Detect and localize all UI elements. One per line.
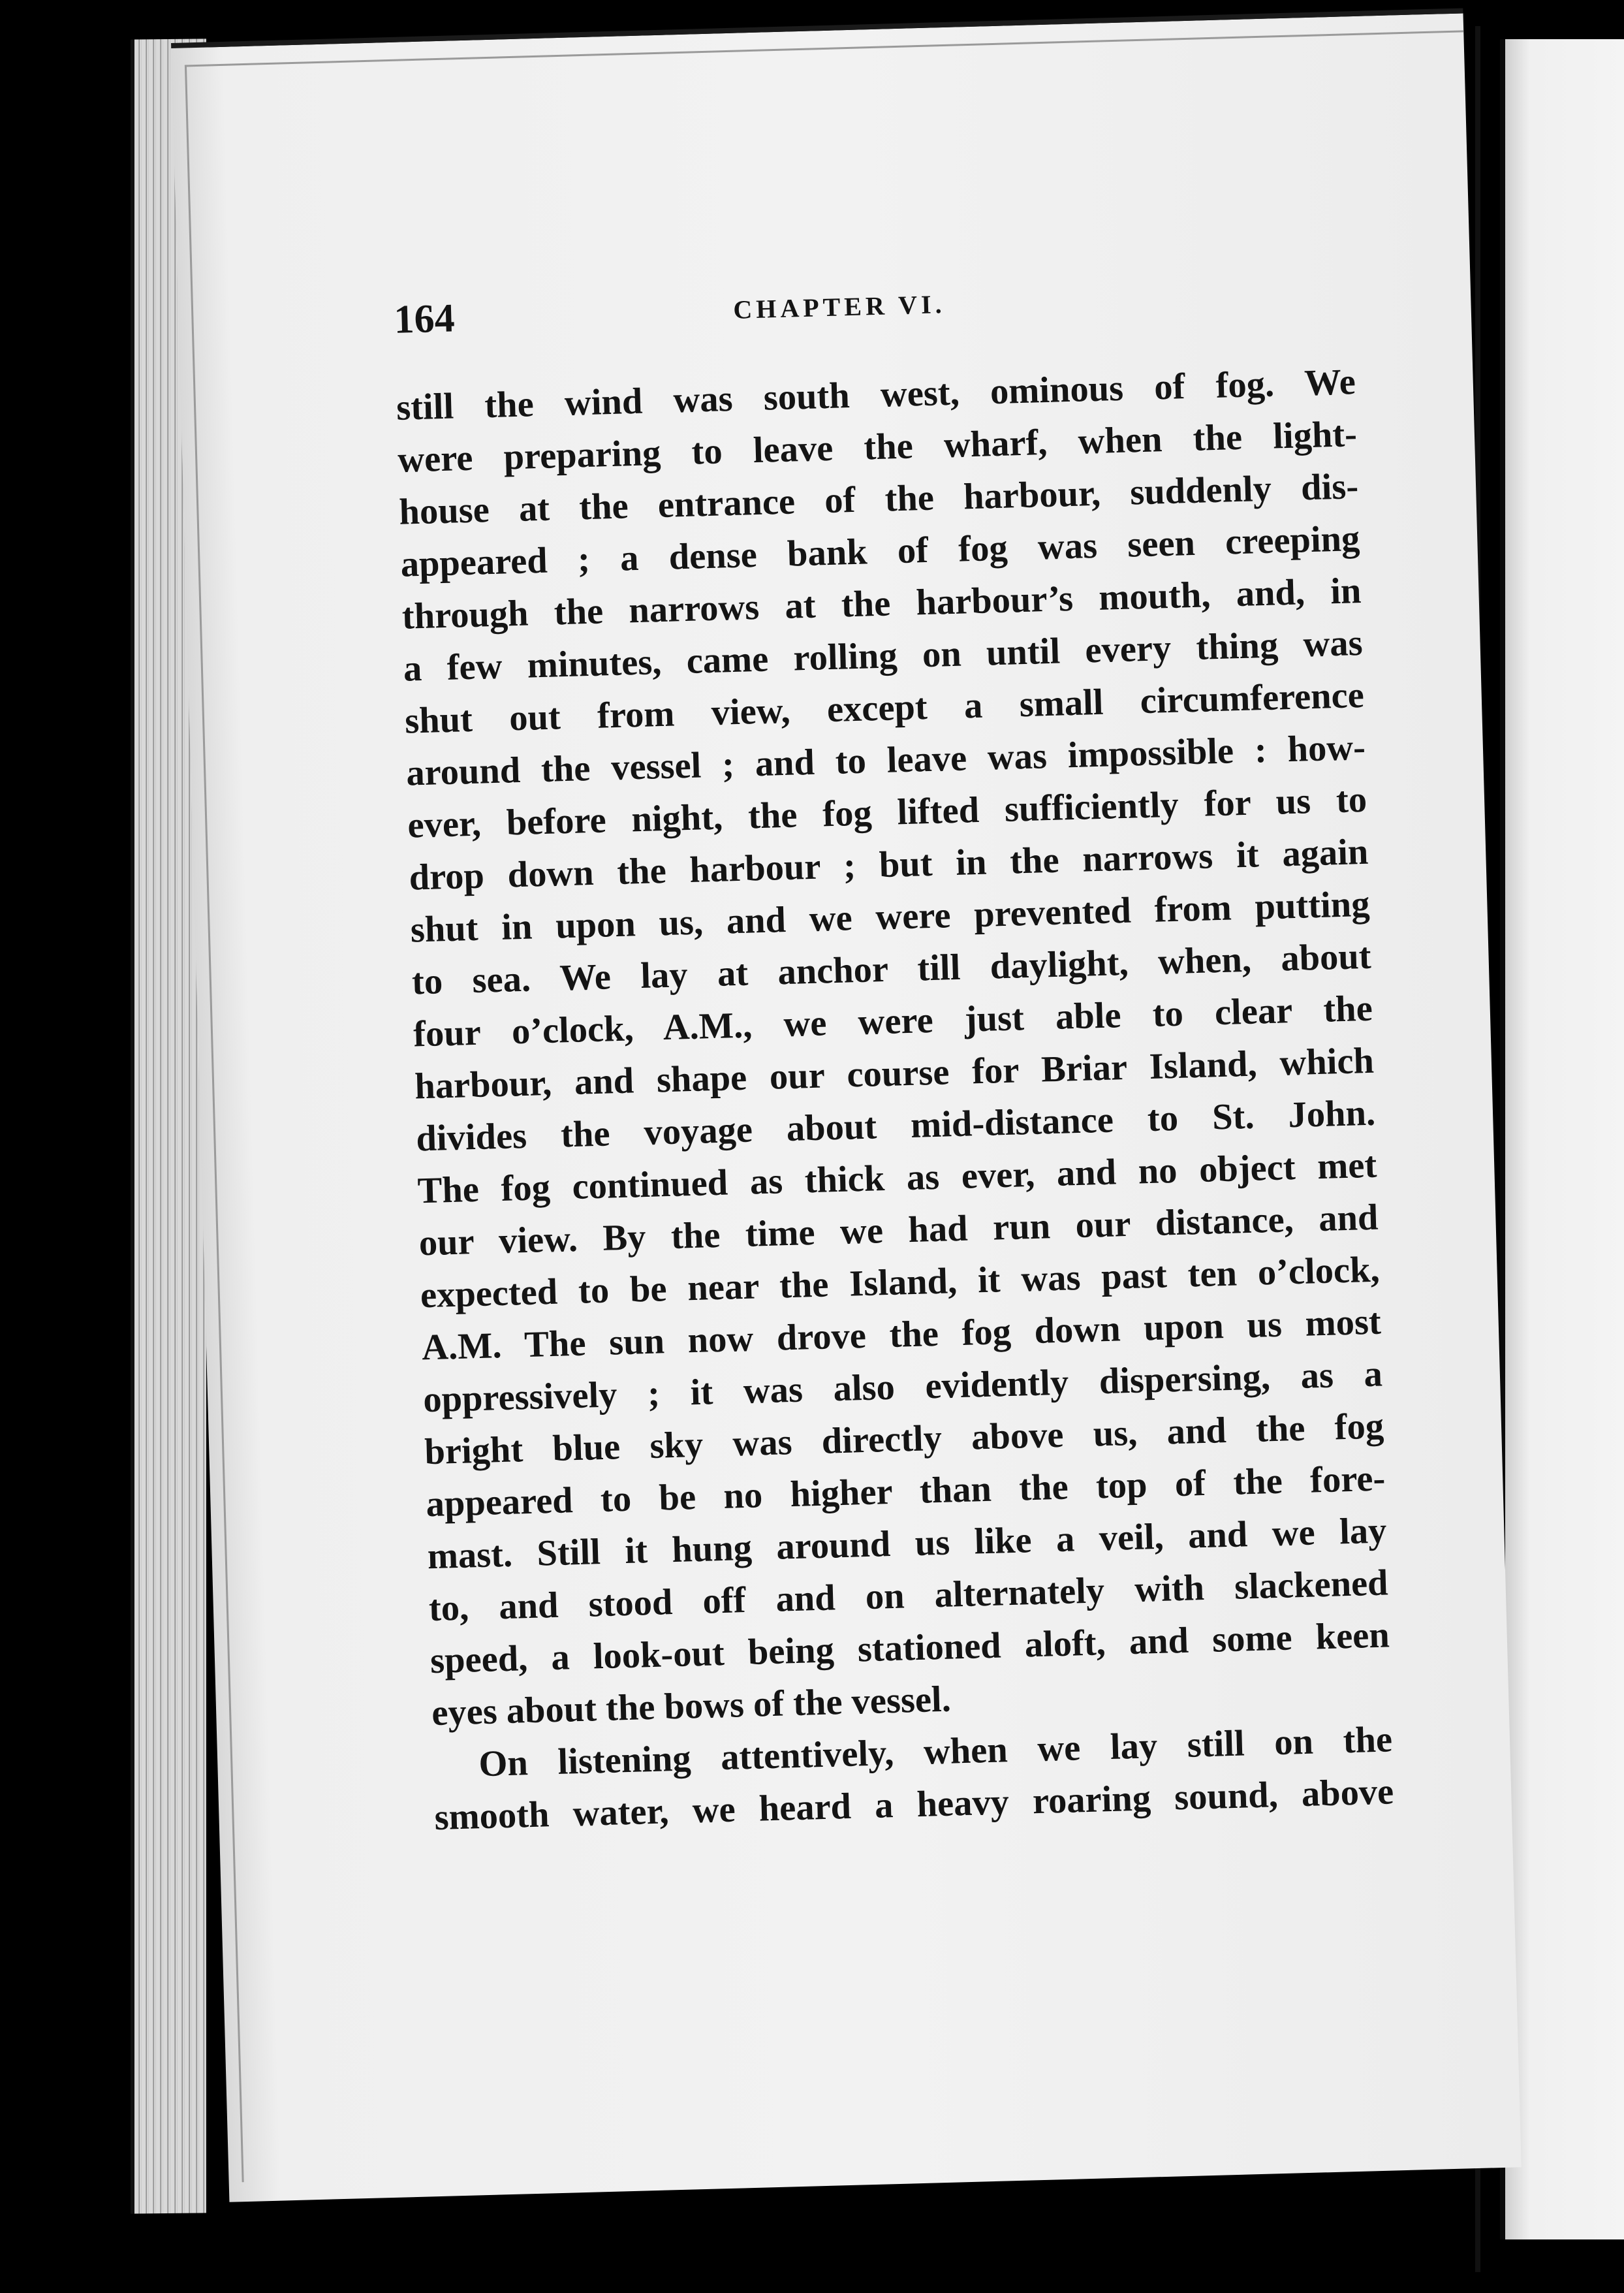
page-content (394, 271, 1395, 1844)
text-line: mast. Still it hung around us like a veil, and we lay (427, 1510, 1388, 1577)
text-line: eyes about the bows of the vessel. (431, 1679, 952, 1734)
facing-page-edge (1500, 39, 1624, 2239)
text-line: The fog continued as thick as ever, and no object met (416, 1145, 1378, 1212)
text-line: smooth water, we heard a heavy roaring sound, above (433, 1771, 1394, 1839)
book-page (171, 8, 1522, 2202)
body-text (396, 356, 1394, 1844)
text-line: harbour, and shape our course for Briar Island, which (414, 1040, 1375, 1107)
text-line: were preparing to leave the wharf, when the light- (397, 414, 1358, 481)
text-line: speed, a look-out being stationed aloft, and some keen (429, 1615, 1390, 1682)
text-line: four o’clock, A.M., we were just able to clear the (413, 988, 1373, 1055)
text-line: On listening attentively, when we lay still on the (478, 1719, 1393, 1785)
text-line: a few minutes, came rolling on until every thing was (403, 622, 1364, 689)
text-line: oppressively ; it was also evidently dispersing, as a (422, 1353, 1383, 1421)
text-line: divides the voyage about mid-distance to St. John. (415, 1092, 1376, 1160)
text-line: A.M. The sun now drove the fog down upon us most (421, 1301, 1382, 1368)
text-line: drop down the harbour ; but in the narrows it again (408, 831, 1369, 898)
text-line: still the wind was south west, ominous of fog. We (396, 362, 1356, 428)
text-line: appeared to be no higher than the top of the fore- (425, 1458, 1386, 1525)
chapter-title: CHAPTER VI. (732, 289, 946, 324)
text-line: appeared ; a dense bank of fog was seen creeping (399, 518, 1361, 585)
text-line: shut in upon us, and we were prevented from putting (410, 883, 1371, 951)
text-line: our view. By the time we had run our distance, and (418, 1197, 1379, 1264)
page-number: 164 (393, 296, 456, 342)
text-line: to sea. We lay at anchor till daylight, when, about (411, 936, 1372, 1003)
text-line: expected to be near the Island, it was past ten o’clock, (420, 1249, 1381, 1316)
text-line: around the vessel ; and to leave was impossible : how- (405, 727, 1366, 794)
text-line: to, and stood off and on alternately with slackened (428, 1562, 1389, 1630)
text-line: ever, before night, the fog lifted sufficiently for us to (407, 779, 1367, 846)
text-line: bright blue sky was directly above us, and the fog (424, 1406, 1384, 1473)
text-line: house at the entrance of the harbour, suddenly dis- (398, 466, 1359, 533)
text-line: through the narrows at the harbour’s mouth, and, in (401, 570, 1362, 637)
text-line: shut out from view, except a small circumference (404, 674, 1365, 742)
